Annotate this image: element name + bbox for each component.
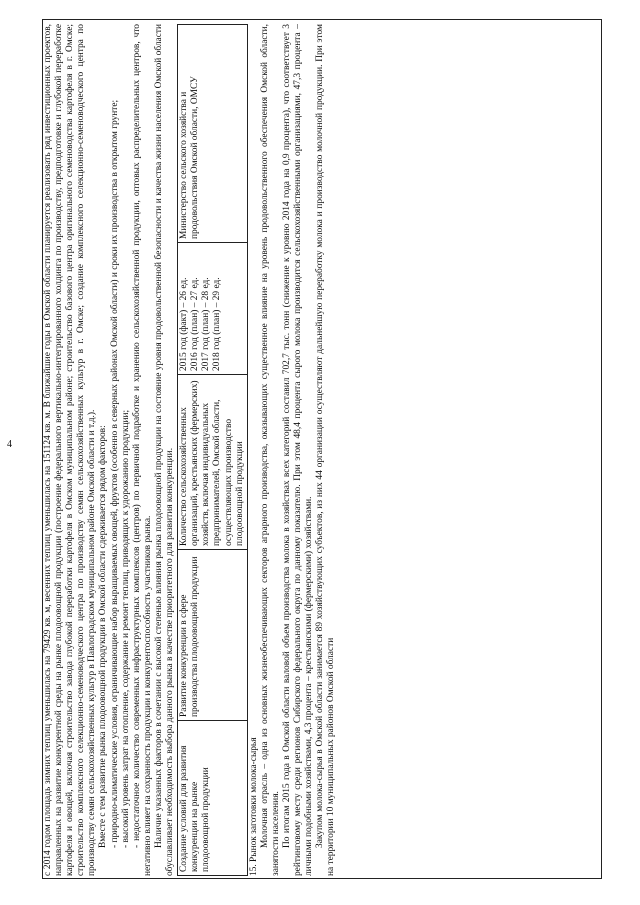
table-cell-measure: Развитие конкуренции в сфере производства плодоовощной продукции (178, 550, 248, 721)
value-line: 2017 год (план) – 28 ед. (201, 277, 212, 371)
paragraph: По итогам 2015 года в Омской области валовой объем производства молока в хозяйствах всех категорий составил 702,7 тыс. тонн (снижение к уровню 2014 года на 0,9 процента), что соответствует 3 рейтинговому месту среди регионов Сибирского федерального округа по данному показателю. При этом 48,4 процента сырого молока производится сельскохозяйственными организациями, 47,3 процента – личными подобными хозяйствами, 4,3 процента – крестьянскими (фермерскими) хозяйствами. (281, 24, 315, 876)
paragraph: - природно-климатические условия, ограничивающие набор выращиваемых овощей, фруктов (особенно в северных районах Омской области) и сроки их производства в открытом грунте; (109, 99, 120, 848)
table-cell-goal: Создание условий для развития конкуренции на рынке плодоовощной продукции (178, 721, 248, 876)
paragraph: - недостаточное количество современных инфраструктурных комплексов (центров) по первичной подработке и хранению сельскохозяйственной продукции, оптовых распределительных центров, что негативно влияет на сохранность продукции и конкурентоспособность участников рынка. (131, 24, 153, 876)
table-row (178, 25, 248, 876)
paragraph: Вместе с тем развитие рынка плодоовощной продукции в Омской области сдерживается рядом факторов: (98, 425, 109, 848)
paragraph: Наличие указанных факторов в сочетании с высокой степенью влияния рынка плодоовощной продукции на состояние уровня продовольственной безопасности и качества жизни населения Омской области обуславливает необходимость выбора данного рынка в качестве приоритетного для развития конкуренции. (153, 24, 176, 876)
measures-table (177, 24, 248, 876)
value-line: 2015 год (факт) – 26 ед. (179, 277, 190, 371)
table-cell-indicator: Количество сельскохозяйственных организаций, крестьянских (фермерских) хозяйств, включая индивидуальных предпринимателей, Омской области, осуществляющих производство плодоовощной продукции (178, 375, 248, 550)
paragraph: с 2014 годом площадь зимних теплиц уменьшилась на 79429 кв. м, весенних теплиц уменьшилась на 151124 кв. м. В ближайшие годы в Омской области планируется реализовать ряд инвестиционных проектов, направленных на развитие конкурентной среды на рынке плодоовощной продукции (построение федерального вертикально-интегрированного холдинга по производству, предподготовке и глубокой переработке картофеля и овощей, включая строительство завода глубокой переработки картофеля в Омском муниципальном районе; строительство базового центра оригинального семеноводства картофеля в г. Омске; строительство комплексного селекционно-семеноводческого центра по производству семян сельскохозяйственных культур в г. Омске; создание комплексного селекционно-семеноводческого центра по производству семян сельскохозяйственных культур в Павлоградском муниципальном районе Омской области и т.д.). (43, 24, 98, 876)
paragraph: - высокий уровень затрат на отопление, содержание и ремонт теплиц, приводящих к удорожанию продукции; (120, 409, 131, 848)
table-cell-values (178, 243, 248, 375)
paragraph: Молочная отрасль – одна из основных жизнеобеспечивающих секторов аграрного производства, оказывающих существенное влияние на уровень продовольственного обеспечения Омской области, занятости населения. (259, 24, 281, 876)
page-number: 4 (7, 439, 12, 450)
rotated-page (42, 19, 602, 879)
table-cell-responsible: Министерство сельского хозяйства и продовольствия Омской области, ОМСУ (178, 25, 248, 243)
value-line: 2016 год (план) – 27 ед. (190, 277, 201, 371)
section-title: 15. Рынок заготовки молока-сырья (248, 737, 259, 876)
value-line: 2018 год (план) – 29 ед. (212, 277, 223, 371)
page-content (43, 24, 337, 876)
paragraph: Закупом молока-сырья в Омской области занимается 89 хозяйствующих субъектов, из них 44 организации осуществляют дальнейшую переработку молока и производство молочной продукции. При этом на территории 10 муниципальных районов Омской области (315, 24, 337, 876)
